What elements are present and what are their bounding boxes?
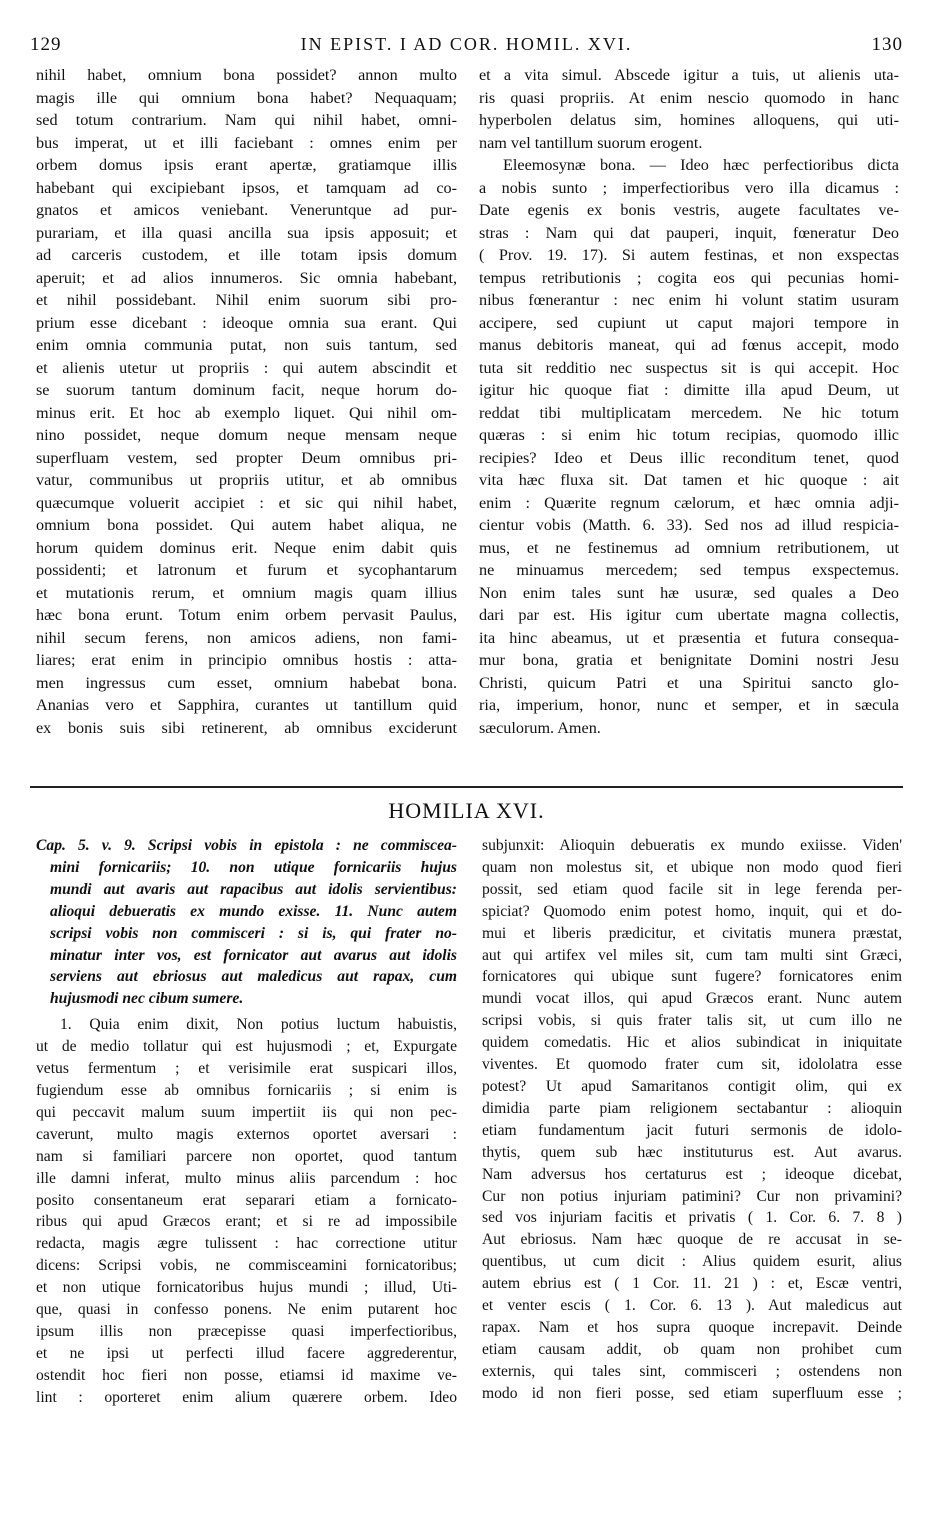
text-line: ipsum illis non præcepisse quasi imperfectioribus, [36,1322,457,1340]
summary-line: mini fornicariis; 10. non utique fornicariis hujus [50,858,457,876]
text-line: et mutationis rerum, et omnium magis quam illius [36,583,457,602]
text-line: ita hinc abeamus, ut et præsentia et futura consequa- [479,628,899,647]
text-line: purariam, et illa quasi ancilla sua ipsis apposuit; et [36,223,457,242]
text-line: possidenti; et latronum et furum et sycophantarum [36,561,457,579]
text-line: cientur vobis (Matth. 6. 33). Sed nos ad illud respicia- [479,516,899,534]
text-line: Nam adversus hos certaturus est ; ideoque dicebat, [482,1165,902,1183]
text-line: caverunt, multo magis externos oportet aversari : [36,1125,457,1143]
text-line: scripsi vobis, si quis frater talis sit, ut cum illo ne [482,1012,902,1030]
text-line: quæcumque voluerit accipiet : et sic qui nihil habet, [36,493,457,512]
text-line: potest? Ut apud Samaritanos contigit olim, qui ex [482,1077,902,1095]
text-line: quidem comedatis. Hic et alios subindicat in iniquitate [482,1034,902,1052]
text-line: qui peccavit malum suum impertiit iis qui non pec- [36,1103,457,1121]
text-line: superfluam vestem, sed propter Deum omnibus pri- [36,448,457,467]
text-line: manus debitoris maneat, qui ad fœnus accepit, modo [479,336,899,354]
text-line: ne minuamus mercedem; sed tempus exspectemus. [479,561,899,579]
text-line: ris quasi propriis. At enim nescio quomodo in hanc [479,88,899,107]
text-line: posito consentaneum erat separari etiam a fornicato- [36,1191,457,1209]
text-line: nino possidet, neque domum neque mensam neque [36,426,457,444]
text-line: autem ebrius est ( 1 Cor. 11. 21 ) : et, Escæ ventri, [482,1275,902,1293]
text-line: et nihil possidebant. Nihil enim suorum sibi pro- [36,291,457,309]
text-line: nam si familiari parcere non oportet, quod tantum [36,1147,457,1165]
text-line: fugiendum esse ab omnibus fornicariis ; si enim is [36,1081,457,1099]
text-line: mui et liberis prædicitur, et civitatis munera præstat, [482,924,902,942]
summary-line: Cap. 5. v. 9. Scripsi vobis in epistola : ne commiscea- [36,837,457,854]
text-line: prium esse dicebant : ideoque omnia sua erant. Qui [36,313,457,332]
text-line: enim omnia communia putat, non suis tantum, sed [36,336,457,354]
text-line: redacta, magis ægre tulissent : hac correctione utitur [36,1235,457,1253]
text-line: ad carceris custodem, et ille totam ipsis domum [36,246,457,264]
text-line: nihil secum ferens, non amicos adiens, non fami- [36,628,457,647]
text-line: se suorum tantum dominum facit, neque horum do- [36,381,457,399]
text-line: sed totum contrarium. Nam qui nihil habet, omni- [36,111,457,129]
text-line: Date egenis ex bonis vestris, augete facultates ve- [479,201,899,219]
page-number-left: 129 [30,34,62,55]
text-line: vatur, communibus ut propriis utitur, et ab omnibus [36,471,457,489]
text-line: et non utique fornicatoribus hujus mundi ; illud, Uti- [36,1279,457,1297]
summary-line: minatur inter vos, est fornicator aut avarus aut idolis [50,946,457,964]
text-line: dari par est. His igitur cum ubertate magna collectis, [479,606,899,624]
column-lower-left [36,835,457,1409]
text-line: Ananias vero et Sapphira, curantes ut tantillum quid [36,696,457,714]
text-line: subjunxit: Alioquin debueratis ex mundo exiisse. Viden' [482,837,902,854]
text-line: mur bona, gratia et benignitate Domini nostri Jesu [479,651,899,669]
text-line: quentibus, ut cum dicit : Alius quidem esurit, alius [482,1253,902,1271]
text-line: et venter escis ( 1. Cor. 6. 13 ). Aut maledicus aut [482,1297,902,1315]
text-line: viventes. Et quomodo frater cum sit, idololatra esse [482,1056,902,1074]
text-line: tuta sit redditio nec suspectus sit is qui accepit. Hoc [479,358,899,377]
text-line: Eleemosynæ bona. — Ideo hæc perfectioribus dicta [503,156,899,174]
text-line: hyperbolen delatus sim, homines alloquens, qui uti- [479,111,899,129]
text-line: enim : Quærite regnum cælorum, et hæc omnia adji- [479,493,899,512]
column-upper-right [479,64,899,739]
text-line: men ingressus cum esset, omnium habebat bona. [36,673,457,692]
text-line: possit, sed etiam quod facile sit in lege ferenda per- [482,880,902,898]
text-line: liares; erat enim in principio omnibus hostis : atta- [36,651,457,669]
text-line: recipies? Ideo et Deus illic reconditum tenet, quod [479,448,899,467]
text-line: ex bonis suis sibi retinerent, ab omnibus exciderunt [36,718,457,737]
text-line: aut qui artifex vel miles sit, cum tam multi sint Græci, [482,946,902,964]
text-line: nam vel tantillum suorum erogent. [479,133,703,152]
text-line: nihil habet, omnium bona possidet? annon multo [36,66,457,84]
text-line: 1. Quia enim dixit, Non potius luctum habuistis, [60,1016,457,1034]
text-line: externis, qui tales sint, commisceri ; ostendens non [482,1362,902,1380]
text-line: ille damni inferat, multo minus aliis parcendum : hoc [36,1169,457,1187]
text-line: orbem domus ipsis erant apertæ, gratiamque illis [36,156,457,174]
text-line: et a vita simul. Abscede igitur a tuis, ut alienis uta- [479,66,899,84]
column-lower-right [482,835,902,1405]
summary-line: hujusmodi nec cibum sumere. [50,990,244,1008]
text-line: vetus fermentum ; et verisimile erat suspicari illos, [36,1060,457,1078]
page-number-right: 130 [871,34,903,55]
text-line: thytis, quem sub hæc instituturus est. Aut avarus. [482,1143,902,1161]
text-line: rapax. Nam et hos supra quoque increpavit. Deinde [482,1318,902,1336]
text-line: ostendit hoc fieri non posse, etiamsi id maxime ve- [36,1366,457,1384]
text-line: igitur hic quoque fiat : dimitte illa apud Deum, ut [479,381,899,399]
text-line: reddat tibi multiplicatam mercedem. Ne hic totum [479,403,899,422]
chapter-summary [36,835,457,1010]
text-line: ria, imperium, honor, nunc et semper, et in sæcula [479,696,899,714]
text-line: spiciat? Quomodo enim potest homo, inquit, qui et do- [482,902,902,920]
text-line: minus erit. Et hoc ab exemplo liquet. Qui nihil om- [36,403,457,422]
text-line: Cur non potius injuriam patimini? Cur non privamini? [482,1187,902,1205]
summary-line: alioqui debueratis ex mundo exisse. 11. Nunc autem [50,902,457,920]
summary-line: serviens aut ebriosus aut maledicus aut rapax, cum [50,968,457,986]
text-line: ribus qui apud Græcos erant; et si re ad impossibile [36,1213,457,1231]
text-line: Aut ebriosus. Nam hæc quoque de re accusat in se- [482,1231,902,1249]
text-line: bus imperat, ut et illi faciebant : omnes enim per [36,133,457,152]
running-title: IN EPIST. I AD COR. HOMIL. XVI. [300,34,633,54]
text-line: tempus retributionis ; cogita eos qui pecunias homi- [479,268,899,287]
text-line: magis ille qui omnium bona habet? Nequaquam; [36,88,457,107]
text-line: accipere, sed cupiunt ut caput majori tempore in [479,313,899,332]
text-line: etiam causam addit, ob quam non prohibet cum [482,1340,902,1358]
text-line: etiam fundamentum jacit futuri sermonis de idolo- [482,1121,902,1139]
text-line: et alienis utetur ut propriis : qui autem abscindit et [36,358,457,377]
text-line: gnatos et amicos veniebant. Veneruntque ad pur- [36,201,457,219]
section-divider [30,786,903,788]
text-line: nibus fœnerantur : nec enim hi volunt statim usuram [479,291,899,309]
text-line: que, quasi in confesso ponens. Ne enim putarent hoc [36,1301,457,1319]
text-line: stras : Nam qui dat pauperi, inquit, fœneratur Deo [479,223,899,242]
homily-title: HOMILIA XVI. [388,798,545,823]
running-header [30,34,903,60]
text-line: fornicatores qui ubique sunt fugere? fornicatores enim [482,968,902,986]
text-line: hæc bona erunt. Totum enim orbem pervasit Paulus, [36,606,457,624]
text-line: quæras : si enim hic totum recipias, quomodo illic [479,426,899,444]
text-line: mus, et ne festinemus ad omnium retributionem, ut [479,538,899,557]
summary-line: scripsi vobis non commisceri : si is, qui frater no- [50,924,457,942]
text-line: lint : oporteret enim alium quærere orbem. Ideo [36,1388,457,1406]
text-line: habebant qui excipiebant ipsos, et tamquam ad co- [36,178,457,197]
text-line: et ne ipsi ut perfecti illud facere aggrederentur, [36,1344,457,1362]
text-line: Christi, quicum Patri et una Spiritui sancto glo- [479,673,899,692]
text-line: sed vos injuriam facitis et privatis ( 1. Cor. 6. 7. 8 ) [482,1209,902,1227]
text-line: ( Prov. 19. 17). Si autem festinas, et non exspectas [479,246,899,264]
text-line: omnium bona possidet. Qui autem habet aliqua, ne [36,516,457,534]
text-line: vita hæc fluxa sit. Dat tamen et hic quoque : ait [479,471,899,489]
text-line: a nobis sunto ; imperfectioribus vero illa dicamus : [479,178,899,197]
text-line: quam non molestus sit, et ubique non modo quod fieri [482,858,902,876]
text-line: sæculorum. Amen. [479,718,601,737]
summary-line: mundi aut avaris aut rapacibus aut idolis servientibus: [50,880,457,898]
text-line: ut de medio tollatur qui est hujusmodi ; et, Expurgate [36,1038,457,1056]
text-line: horum quidem dominus erit. Neque enim dabit quis [36,538,457,557]
text-line: aperuit; et ad alios innumeros. Sic omnia habebant, [36,268,457,287]
text-line: mundi vocat illos, qui apud Græcos erant. Nunc autem [482,990,902,1008]
text-line: dimidia parte piam religionem sectabantur : alioquin [482,1099,902,1117]
column-upper-left [36,64,457,739]
text-line: modo id non fieri posse, sed etiam superfluum esse ; [482,1384,902,1402]
text-line: Non enim tales sunt hæ usuræ, sed quales a Deo [479,583,899,602]
text-line: dicens: Scripsi vobis, ne commisceamini fornicatoribus; [36,1257,457,1275]
